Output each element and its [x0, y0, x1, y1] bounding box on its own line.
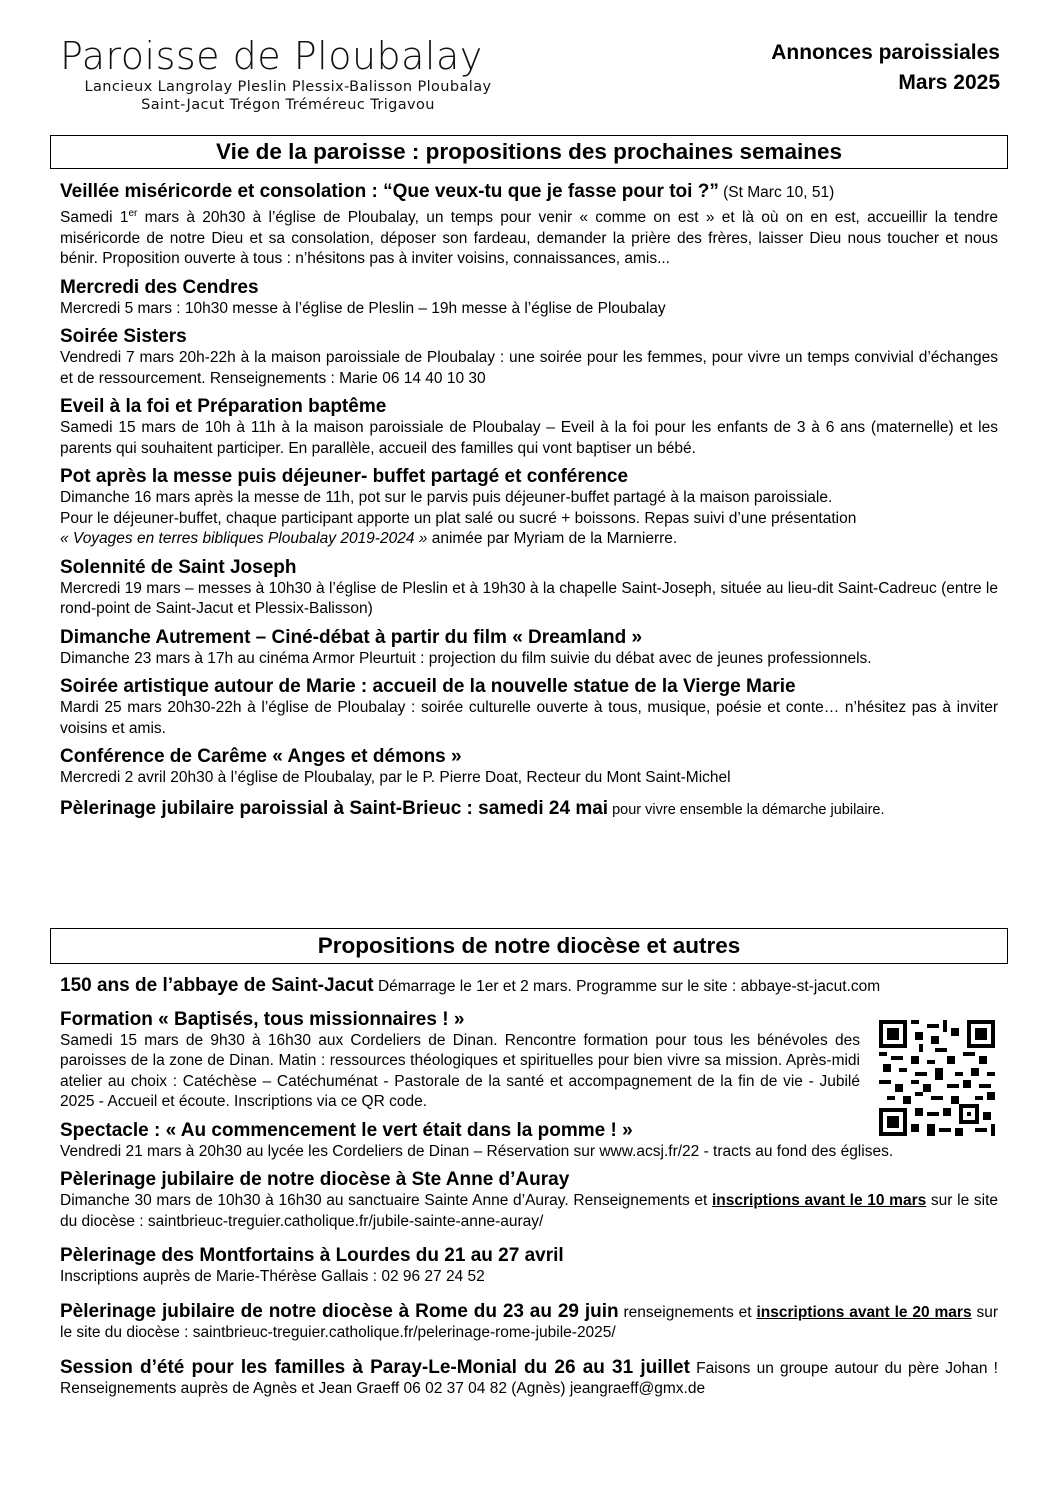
announcement-text-end: sur le site du diocèse : saintbrieuc-treguier.catholique.fr/jubile-sainte-anne-auray/ [60, 1192, 998, 1230]
announcement-text-line-3 [60, 529, 998, 550]
announcement-item [60, 1119, 998, 1163]
bible-reference: (St Marc 10, 51) [718, 184, 835, 201]
conference-presenter: animée par Myriam de la Marnierre. [427, 530, 678, 548]
announcement-item [60, 1168, 998, 1232]
announcement-text-start: Samedi 1 [60, 209, 129, 227]
diocese-list [60, 976, 998, 1406]
document-heading [771, 38, 1000, 98]
announcement-title: Formation « Baptisés, tous missionnaires ! » [60, 1008, 465, 1030]
announcement-title: 150 ans de l’abbaye de Saint-Jacut [60, 975, 374, 996]
announcement-item [60, 1358, 998, 1400]
announcement-text-start: Dimanche 30 mars de 10h30 à 16h30 au sanctuaire Sainte Anne d’Auray. Renseignements et [60, 1192, 712, 1209]
announcement-text-start: renseignements et [618, 1303, 757, 1321]
announcement-text-line-1: Dimanche 16 mars après la messe de 11h, pot sur le parvis puis déjeuner-buffet partagé à la maison paroissiale. [60, 489, 833, 507]
announcement-title: Soirée Sisters [60, 326, 187, 348]
announcement-title: Dimanche Autrement – Ciné-débat à partir du film « Dreamland » [60, 626, 643, 648]
announcement-title [60, 180, 998, 204]
announcement-text: Samedi 15 mars de 9h30 à 16h30 aux Cordeliers de Dinan. Rencontre formation pour tous les bénévoles des paroisses de la zone de Dinan. Matin : ressources théologiques et spirituelles pour bien vivre sa mission. Après-midi atelier au choix : Catéchèse – Catéchuménat - Pastorale de la santé et accompagnement de la fin de vie - Jubilé 2025 - Accueil et écoute. Inscriptions via ce QR code. [60, 1031, 860, 1110]
announcement-item [60, 395, 998, 459]
announcement-item [60, 799, 998, 821]
parish-communes-line-2: Saint-Jacut Trégon Tréméreuc Trigavou [141, 97, 435, 113]
page-header [60, 34, 1000, 124]
section-title-parish-life: Vie de la paroisse : propositions des prochaines semaines [50, 135, 1008, 169]
announcement-item [60, 276, 998, 320]
parish-communes-line-1: Lancieux Langrolay Pleslin Plessix-Balisson Ploubalay [84, 79, 492, 95]
announcement-title: Pèlerinage jubilaire paroissial à Saint-Brieuc : samedi 24 mai [60, 797, 609, 819]
announcement-title: Conférence de Carême « Anges et démons » [60, 746, 462, 768]
ordinal-suffix: er [128, 208, 138, 219]
announcement-item [60, 325, 998, 389]
announcement-text: Mercredi 19 mars – messes à 10h30 à l’église de Pleslin et à 19h30 à la chapelle Saint-Joseph, située au lieu-dit Saint-Cadreuc (entre le rond-point de Saint-Jacut et Plessix-Balisson) [60, 579, 998, 618]
announcement-item [60, 180, 998, 270]
announcement-title: Pèlerinage des Montfortains à Lourdes du 21 au 27 avril [60, 1245, 564, 1266]
announcement-item [60, 1244, 998, 1288]
document-date: Mars 2025 [898, 71, 1000, 94]
announcement-inline [60, 799, 998, 821]
announcement-title: Eveil à la foi et Préparation baptême [60, 396, 387, 418]
announcement-text: Mercredi 2 avril 20h30 à l’église de Ploubalay, par le P. Pierre Doat, Recteur du Mont Saint-Michel [60, 769, 731, 787]
announcement-text: Samedi 15 mars de 10h à 11h à la maison paroissiale de Ploubalay – Eveil à la foi pour les enfants de 3 à 6 ans (maternelle) et les parents qui souhaitent participer. En parallèle, accueil des familles qui vont baptiser un bébé. [60, 419, 998, 457]
announcement-text: Dimanche 23 mars à 17h au cinéma Armor Pleurtuit : projection du film suivie du débat avec de jeunes professionnels. [60, 649, 872, 667]
announcement-item [60, 465, 998, 550]
announcement-title: Pèlerinage jubilaire de notre diocèse à Ste Anne d’Auray [60, 1169, 570, 1190]
announcement-text: Inscriptions auprès de Marie-Thérèse Gallais : 02 96 27 24 52 [60, 1268, 485, 1285]
conference-title: « Voyages en terres bibliques Ploubalay 2019-2024 » [60, 530, 428, 548]
announcement-title: Mercredi des Cendres [60, 276, 259, 298]
announcement-text: Démarrage le 1er et 2 mars. Programme sur le site : abbaye-st-jacut.com [373, 978, 881, 995]
announcement-title: Soirée artistique autour de Marie : accueil de la nouvelle statue de la Vierge Marie [60, 676, 796, 698]
announcement-item [60, 1302, 998, 1344]
parish-logo-title: Paroisse de Ploubalay [60, 34, 483, 78]
annonces-label: Annonces paroissiales [771, 41, 1000, 64]
parish-life-list [60, 180, 998, 826]
announcement-inline [60, 1302, 998, 1344]
qr-code-icon[interactable] [879, 1020, 995, 1136]
announcement-text-line-2: Pour le déjeuner-buffet, chaque participant apporte un plat salé ou sucré + boissons. Repas suivi d’une présentation [60, 509, 857, 527]
announcement-text-end: mars à 20h30 à l’église de Ploubalay, un temps pour venir « comme on est » et là où on en est, accueillir la tendre miséricorde de notre Dieu et sa consolation, déposer son fardeau, demander la prière des frères, laisser Dieu nous toucher et nous bénir. Proposition ouverte à tous : n’hésitons pas à inviter voisins, connaissances, amis... [60, 209, 998, 268]
announcement-text: Mercredi 5 mars : 10h30 messe à l’église de Pleslin – 19h messe à l’église de Ploubalay [60, 299, 666, 317]
announcement-title: Pot après la messe puis déjeuner- buffet partagé et conférence [60, 466, 629, 488]
announcement-text: Mardi 25 mars 20h30-22h à l’église de Ploubalay : soirée culturelle ouverte à tous, musique, poésie et conte… n’hésitez pas à inviter voisins et amis. [60, 699, 998, 737]
announcement-item [60, 1008, 860, 1113]
announcement-text: Vendredi 7 mars 20h-22h à la maison paroissiale de Ploubalay : une soirée pour les femmes, pour vivre un temps convivial d’échanges et de ressourcement. Renseignements : Marie 06 14 40 10 30 [60, 349, 998, 387]
section-title-diocese: Propositions de notre diocèse et autres [50, 928, 1008, 964]
registration-deadline: inscriptions avant le 10 mars [711, 1192, 927, 1209]
announcement-inline [60, 1358, 998, 1400]
announcement-title-text: Veillée miséricorde et consolation : “Que veux-tu que je fasse pour toi ?” [60, 181, 719, 202]
announcement-item [60, 626, 998, 670]
registration-deadline: inscriptions avant le 20 mars [756, 1303, 972, 1321]
announcement-title: Spectacle : « Au commencement le vert était dans la pomme ! » [60, 1119, 633, 1141]
announcement-inline [60, 976, 998, 998]
announcement-text: Vendredi 21 mars à 20h30 au lycée les Cordeliers de Dinan – Réservation sur www.acsj.fr/22 - tracts au fond des églises. [60, 1142, 894, 1160]
announcement-text [60, 1191, 998, 1232]
announcement-title: Session d’été pour les familles à Paray-Le-Monial du 26 au 31 juillet [60, 1356, 690, 1378]
announcement-text [60, 204, 998, 270]
announcement-text: Faisons un groupe autour du père Johan ! Renseignements auprès de Agnès et Jean Graeff 06 02 37 04 82 (Agnès) jeangraeff@gmx.de [60, 1359, 998, 1397]
announcement-item [60, 675, 998, 739]
announcement-title: Pèlerinage jubilaire de notre diocèse à Rome du 23 au 29 juin [60, 1300, 619, 1322]
announcement-item [60, 556, 998, 620]
announcement-text: pour vivre ensemble la démarche jubilaire. [608, 801, 885, 818]
announcement-item [60, 976, 998, 998]
announcement-text-end: sur le site du diocèse : saintbrieuc-treguier.catholique.fr/pelerinage-rome-jubile-2025/ [60, 1303, 998, 1341]
announcement-item [60, 745, 998, 789]
announcement-title: Solennité de Saint Joseph [60, 556, 297, 578]
